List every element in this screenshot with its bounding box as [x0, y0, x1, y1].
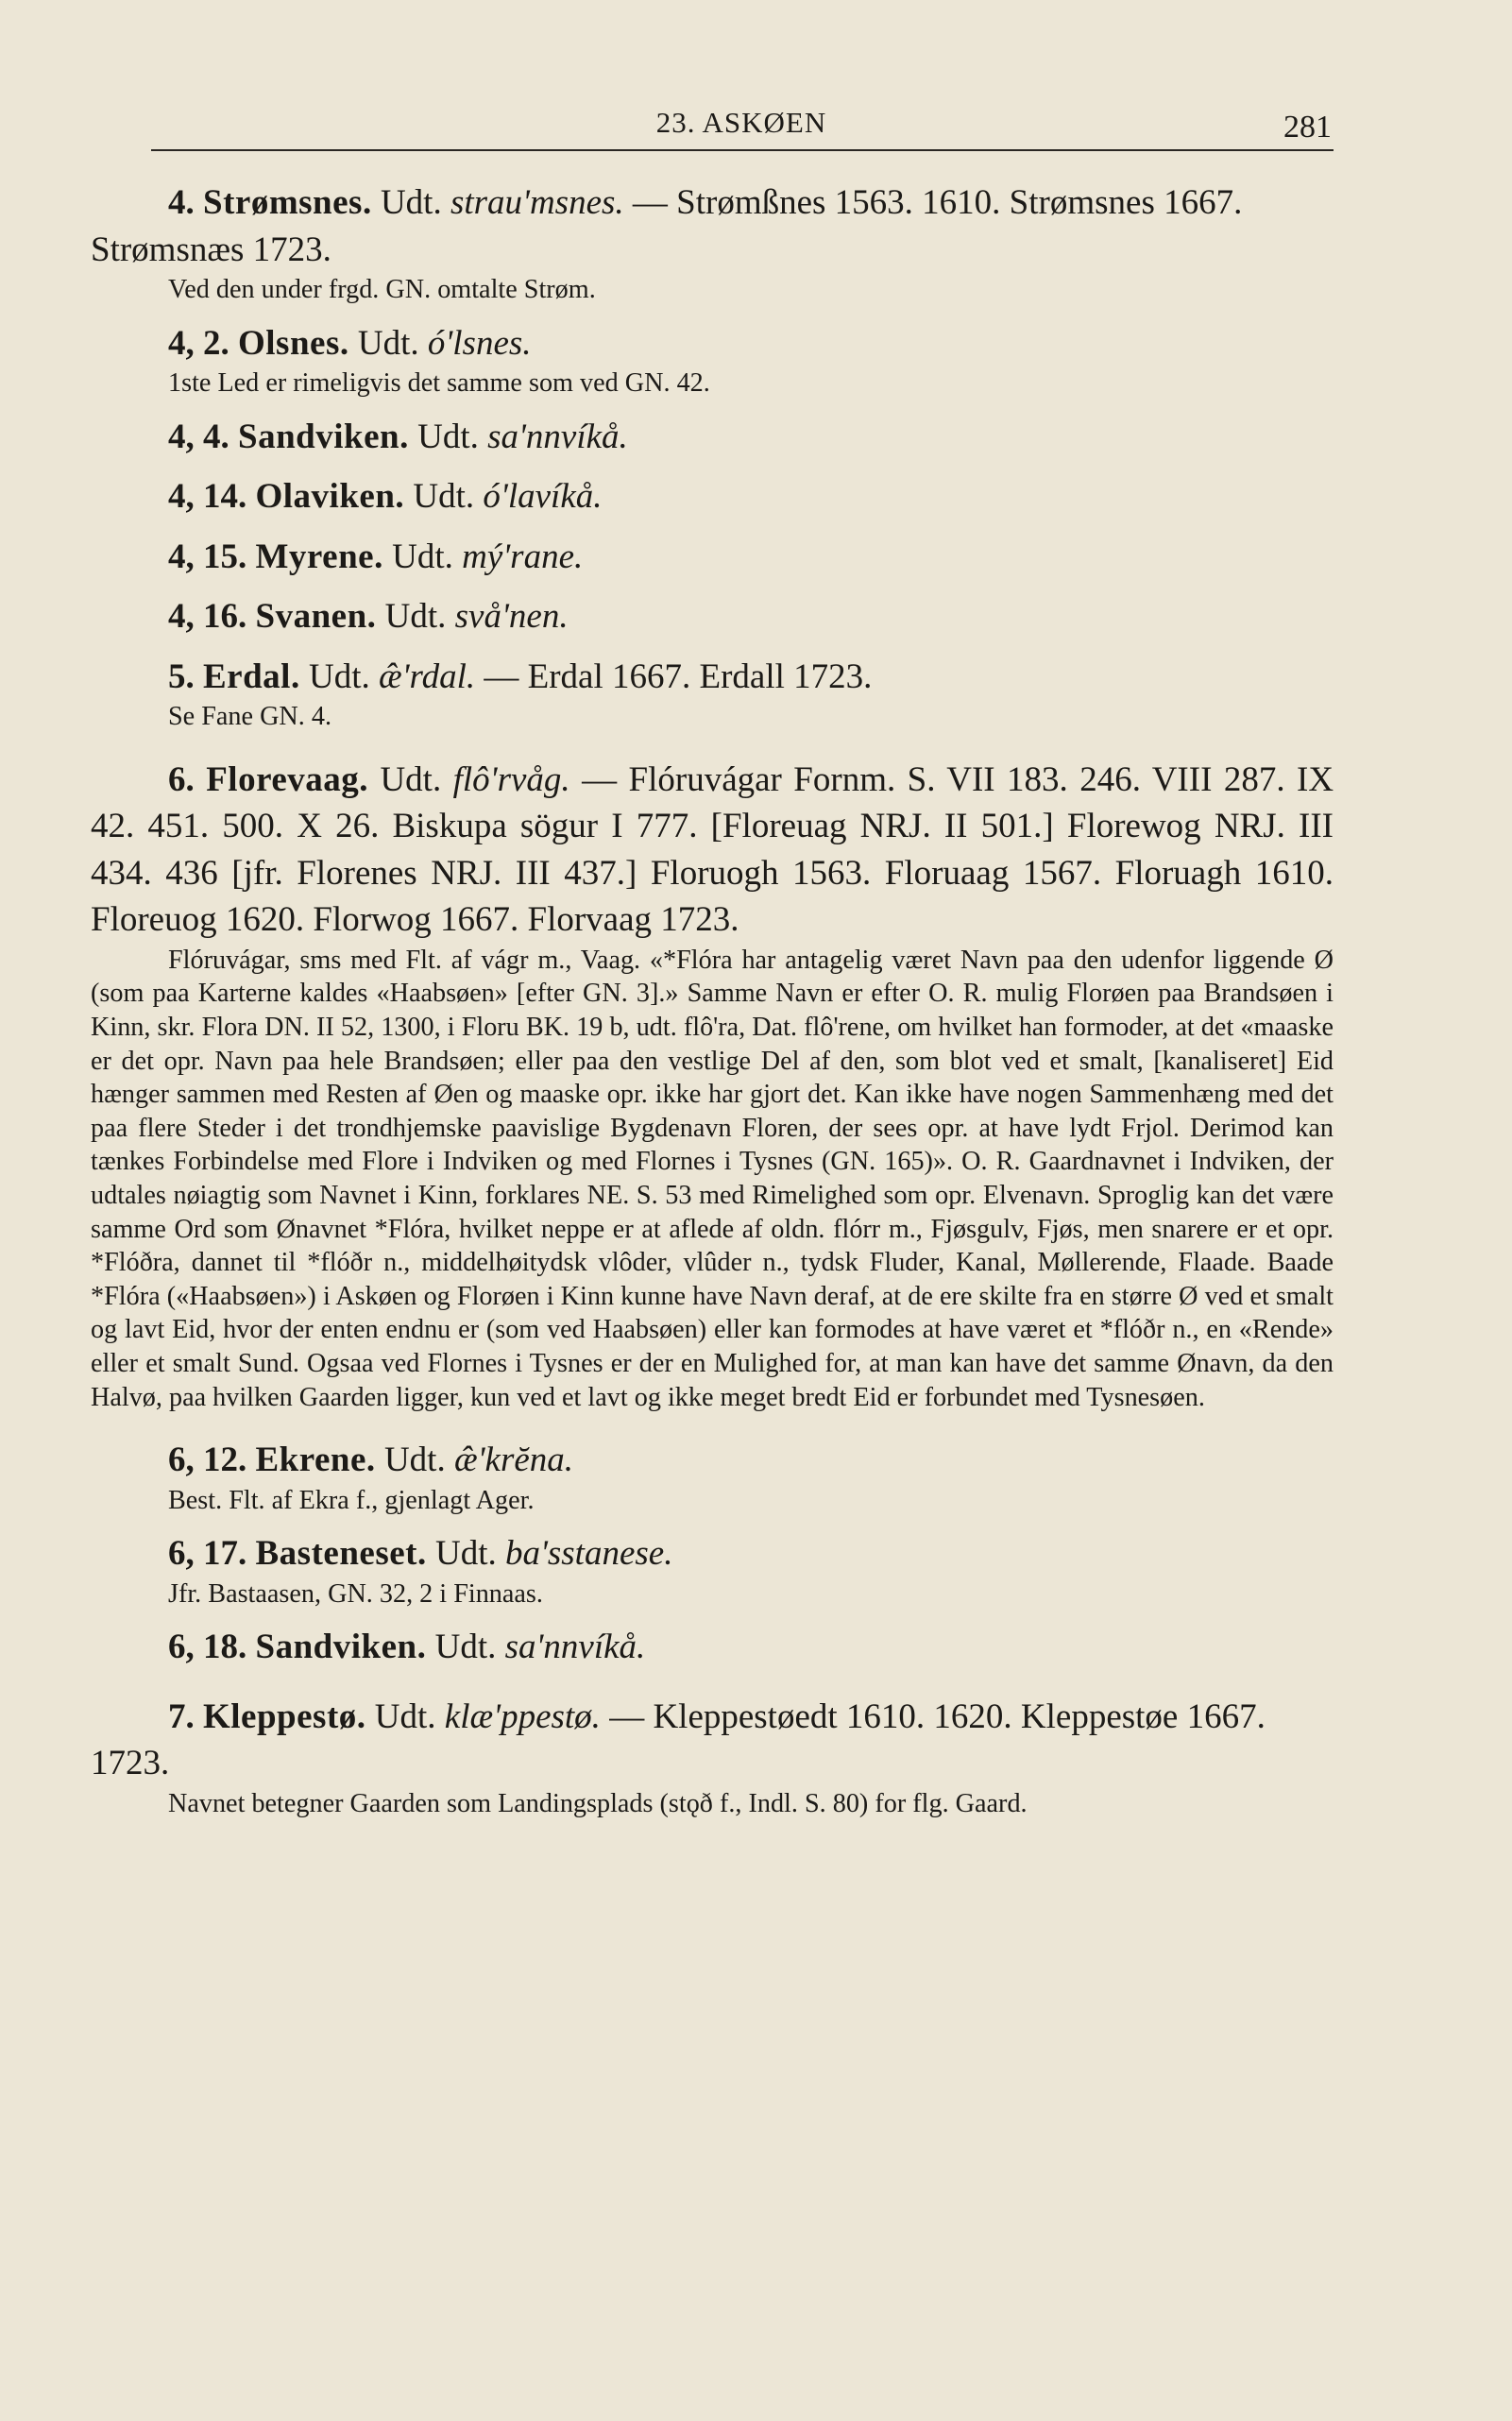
entry-olaviken: 4, 14. Olaviken. Udt. ó'lavíkå. — [168, 477, 603, 517]
entry-svanen: 4, 16. Svanen. Udt. svå'nen. — [168, 597, 569, 637]
header-rule — [151, 149, 1334, 151]
pronunciation: æ̂'krĕna. — [453, 1441, 574, 1480]
farm-name: Basteneset. — [255, 1534, 427, 1574]
pronunciation: ó'lavíkå. — [483, 477, 603, 517]
running-header — [151, 106, 1332, 153]
pronunciation: flô'rvåg. — [452, 759, 570, 799]
pronunciation: æ̂'rdal. — [378, 656, 476, 696]
entry-note: Jfr. Bastaasen, GN. 32, 2 i Finnaas. — [168, 1578, 543, 1609]
farm-name: Florevaag. — [206, 759, 368, 799]
pronunciation: mý'rane. — [462, 537, 584, 576]
pronunciation: sa'nnvíkå. — [487, 417, 628, 456]
farm-name: Sandviken. — [238, 417, 409, 456]
entry-note: Best. Flt. af Ekra f., gjenlagt Ager. — [168, 1485, 535, 1515]
entry-olsnes: 4, 2. Olsnes. Udt. ó'lsnes. — [168, 323, 532, 363]
entry-note: Flóruvágar, sms med Flt. af vágr m., Vaag. «*Flóra har antagelig været Navn paa den udenfor liggende Ø (som paa Karterne kaldes «Haabsøen» [efter GN. 3].» Samme Navn er efter O. R. mulig Florøen paa Brandsøen i Kinn, skr. Flora DN. II 52, 1300, i Floru BK. 19 b, udt. flô'ra, Dat. flô'rene, om hvilket han formoder, at det «maaske er det opr. Navn paa hele Brandsøen; eller paa den vestlige Del af den, som blot ved et smalt, [kanaliseret] Eid hænger sammen med Resten af Øen og maaske opr. ikke har gjort det. Kan ikke have nogen Sammenhæng med det paa flere Steder i det trondhjemske paavislige Bygdenavn Floren, der sees opr. at have lydt Frjol. Derimod kan tænkes Forbindelse med Flore i Indviken og med Flornes i Tysnes (GN. 165)». O. R. Gaardnavnet i Indviken, der udtales nøiagtig som Navnet i Kinn, forklares NE. S. 53 med Rimelighed som opr. Elvenavn. Sproglig kan det være samme Ord som Ønavnet *Flóra, hvilket neppe er at aflede af oldn. flórr m., Fjøsgulv, Fjøs, men snarere er et opr. *Flóðra, dannet til *flóðr n., middelhøitydsk vlôder, vlûder n., tydsk Fluder, Kanal, Møllerende, Flaade. Baade *Flóra («Haabsøen») i Askøen og Florøen i Kinn kunne have Navn deraf, at de ere skilte fra en større Ø ved et smalt og lavt Eid, hvor der enten endnu er (som ved Haabsøen) eller kan formodes at have været et *flóðr n., en «Rende» eller et smalt Sund. Ogsaa ved Flornes i Tysnes er der en Mulighed for, at man kan have det samme Ønavn, da den Halvø, paa hvilken Gaarden ligger, kun ved et lavt og ikke meget bredt Eid er forbundet med Tysnesøen. — [91, 945, 1334, 1412]
entry-note: 1ste Led er rimeligvis det samme som ved GN. 42. — [168, 368, 710, 399]
farm-name: Olsnes. — [238, 323, 349, 363]
entry-stromsnes: 4. Strømsnes. Udt. strau'msnes. — Strømßnes 1563. 1610. Strømsnes 1667. Strømsnæs 1723. — [91, 183, 1243, 269]
chapter-title: 23. ASKØEN — [655, 106, 827, 139]
entry-sandviken: 4, 4. Sandviken. Udt. sa'nnvíkå. — [168, 417, 628, 456]
entry-note: Navnet betegner Gaarden som Landingsplads (stǫð f., Indl. S. 80) for flg. Gaard. — [168, 1788, 1028, 1818]
farm-name: Erdal. — [203, 656, 300, 696]
farm-name: Sandviken. — [255, 1628, 427, 1667]
entry-note: Se Fane GN. 4. — [168, 702, 332, 732]
historic-forms: — Kleppestøedt 1610. 1620. Kleppestøe 1667. 1723. — [91, 1696, 1266, 1783]
pronunciation: ba'sstanese. — [504, 1534, 673, 1574]
farm-name: Svanen. — [255, 597, 377, 637]
pronunciation: sa'nnvíkå. — [504, 1628, 646, 1667]
entry-note: Ved den under frgd. GN. omtalte Strøm. — [168, 275, 596, 304]
farm-name: Olaviken. — [255, 477, 405, 517]
entry-sandviken-2: 6, 18. Sandviken. Udt. sa'nnvíkå. — [168, 1628, 646, 1667]
farm-name: Ekrene. — [255, 1441, 376, 1480]
historic-forms: — Erdal 1667. Erdall 1723. — [484, 656, 873, 696]
entry-basteneset: 6, 17. Basteneset. Udt. ba'sstanese. — [168, 1534, 673, 1574]
page-body — [91, 179, 1334, 1820]
pronunciation: svå'nen. — [454, 597, 569, 637]
page-number: 281 — [1283, 110, 1332, 145]
entry-florevaag: 6. Florevaag. Udt. flô'rvåg. — Flóruvágar Fornm. S. VII 183. 246. VIII 287. IX 42. 451. 500. X 26. Biskupa sögur I 777. [Floreuag NRJ. II 501.] Florewog NRJ. III 434. 436 [jfr. Florenes NRJ. III 437.] Floruogh 1563. Floruaag 1567. Floruagh 1610. Floreuog 1620. Florwog 1667. Florvaag 1723. — [91, 759, 1334, 940]
entry-erdal: 5. Erdal. Udt. æ̂'rdal. — Erdal 1667. Erdall 1723. — [168, 656, 873, 696]
entry-kleppesto: 7. Kleppestø. Udt. klæ'ppestø. — Kleppestøedt 1610. 1620. Kleppestøe 1667. 1723. — [91, 1696, 1266, 1783]
historic-forms: — Strømßnes 1563. 1610. Strømsnes 1667. Strømsnæs 1723. — [91, 183, 1243, 269]
entry-ekrene: 6, 12. Ekrene. Udt. æ̂'krĕna. — [168, 1441, 574, 1480]
farm-name: Strømsnes. — [203, 183, 372, 222]
farm-name: Kleppestø. — [203, 1696, 366, 1736]
entry-myrene: 4, 15. Myrene. Udt. mý'rane. — [168, 537, 584, 576]
pronunciation: ó'lsnes. — [427, 323, 532, 363]
historic-forms: — Flóruvágar Fornm. S. VII 183. 246. VIII 287. IX 42. 451. 500. X 26. Biskupa sögur I 777. [Floreuag NRJ. II 501.] Florewog NRJ. III 434. 436 [jfr. Florenes NRJ. III 437.] Floruogh 1563. Floruaag 1567. Floruagh 1610. Floreuog 1620. Florwog 1667. Florvaag 1723. — [91, 759, 1334, 940]
pronunciation: strau'msnes. — [450, 183, 624, 222]
pronunciation: klæ'ppestø. — [444, 1696, 601, 1736]
farm-name: Myrene. — [255, 537, 383, 576]
